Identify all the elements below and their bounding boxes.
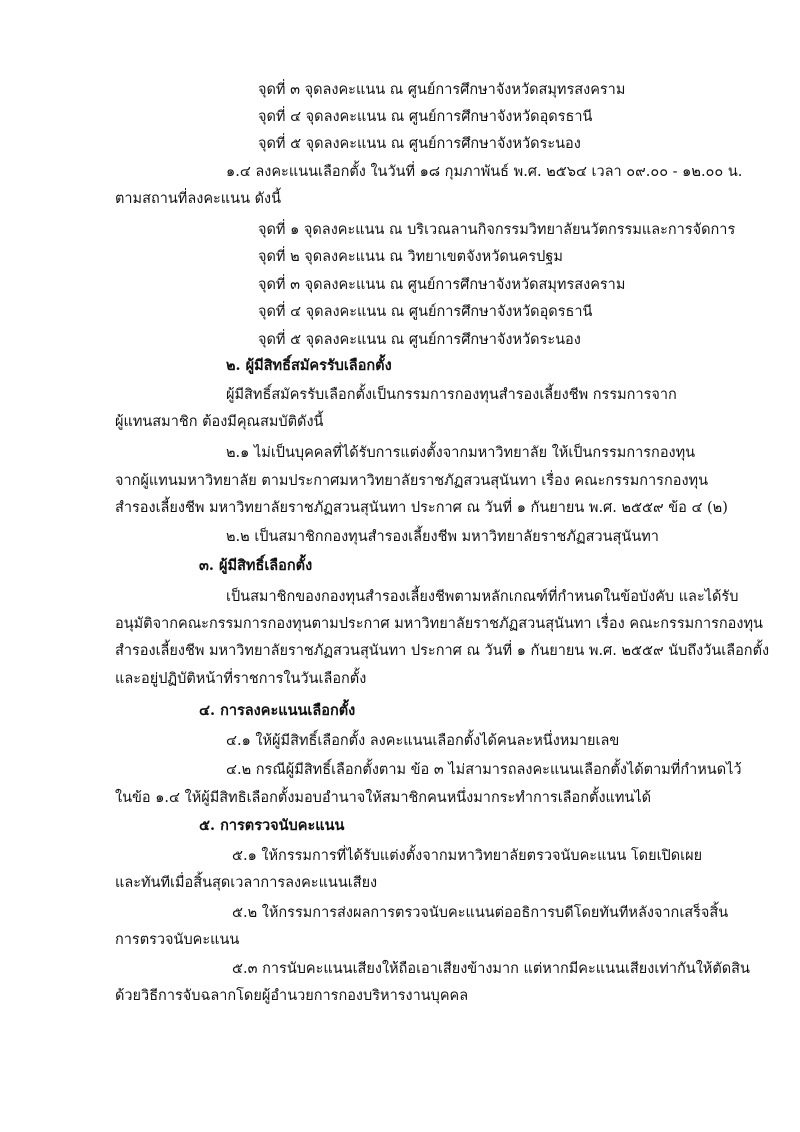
poll-point-4b: จุดที่ ๔ จุดลงคะแนน ณ ศูนย์การศึกษาจังหวัดอุดรธานี	[258, 304, 593, 320]
section-3-para-cont1: อนุมัติจากคณะกรรมการกองทุนตามประกาศ มหาวิทยาลัยราชภัฏสวนสุนันทา เรื่อง คณะกรรมการกองทุน	[115, 616, 763, 632]
clause-2-1-cont1: จากผู้แทนมหาวิทยาลัย ตามประกาศมหาวิทยาลัยราชภัฏสวนสุนันทา เรื่อง คณะกรรมการกองทุน	[115, 473, 709, 489]
clause-4-2-cont: ในข้อ ๑.๔ ให้ผู้มีสิทธิเลือกตั้งมอบอำนาจให้สมาชิกคนหนึ่งมากระทำการเลือกตั้งแทนได้	[115, 790, 652, 806]
clause-5-1-cont: และทันทีเมื่อสิ้นสุดเวลาการลงคะแนนเสียง	[115, 875, 378, 891]
clause-1-4-cont: ตามสถานที่ลงคะแนน ดังนี้	[115, 191, 281, 207]
poll-point-4a: จุดที่ ๔ จุดลงคะแนน ณ ศูนย์การศึกษาจังหวัดอุดรธานี	[258, 109, 593, 125]
clause-1-4: ๑.๔ ลงคะแนนเลือกตั้ง ในวันที่ ๑๘ กุมภาพันธ์ พ.ศ. ๒๕๖๔ เวลา ๐๙.๐๐ - ๑๒.๐๐ น.	[226, 164, 743, 180]
section-2-para-cont: ผู้แทนสมาชิก ต้องมีคุณสมบัติดังนี้	[115, 414, 324, 430]
clause-4-1: ๔.๑ ให้ผู้มีสิทธิ์เลือกตั้ง ลงคะแนนเลือกตั้งได้คนละหนึ่งหมายเลข	[226, 733, 620, 749]
clause-5-2-cont: การตรวจนับคะแนน	[115, 932, 240, 948]
clause-5-3: ๕.๓ การนับคะแนนเสียงให้ถือเอาเสียงข้างมาก แต่หากมีคะแนนเสียงเท่ากันให้ตัดสิน	[232, 961, 750, 977]
section-2-para: ผู้มีสิทธิ์สมัครรับเลือกตั้งเป็นกรรมการกองทุนสำรองเลี้ยงชีพ กรรมการจาก	[226, 387, 677, 403]
clause-5-2: ๕.๒ ให้กรรมการส่งผลการตรวจนับคะแนนต่ออธิการบดีโดยทันทีหลังจากเสร็จสิ้น	[232, 905, 729, 921]
clause-2-2: ๒.๒ เป็นสมาชิกกองทุนสำรองเลี้ยงชีพ มหาวิทยาลัยราชภัฏสวนสุนันทา	[226, 529, 659, 545]
clause-2-1: ๒.๑ ไม่เป็นบุคคลที่ได้รับการแต่งตั้งจากมหาวิทยาลัย ให้เป็นกรรมการกองทุน	[226, 445, 696, 461]
poll-point-2b: จุดที่ ๒ จุดลงคะแนน ณ วิทยาเขตจังหวัดนครปฐม	[258, 249, 563, 265]
section-5-heading: ๕. การตรวจนับคะแนน	[199, 817, 345, 834]
clause-5-1: ๕.๑ ให้กรรมการที่ได้รับแต่งตั้งจากมหาวิทยาลัยตรวจนับคะแนน โดยเปิดเผย	[232, 848, 703, 864]
section-3-para: เป็นสมาชิกของกองทุนสำรองเลี้ยงชีพตามหลักเกณฑ์ที่กำหนดในข้อบังคับ และได้รับ	[226, 589, 739, 605]
poll-point-3a: จุดที่ ๓ จุดลงคะแนน ณ ศูนย์การศึกษาจังหวัดสมุทรสงคราม	[258, 82, 626, 98]
section-2-heading: ๒. ผู้มีสิทธิ์สมัครรับเลือกตั้ง	[226, 357, 392, 374]
section-4-heading: ๔. การลงคะแนนเลือกตั้ง	[199, 702, 356, 719]
poll-point-1b: จุดที่ ๑ จุดลงคะแนน ณ บริเวณลานกิจกรรมวิทยาลัยนวัตกรรมและการจัดการ	[258, 222, 736, 238]
clause-5-3-cont: ด้วยวิธีการจับฉลากโดยผู้อำนวยการกองบริหารงานบุคคล	[115, 988, 469, 1004]
poll-point-5a: จุดที่ ๕ จุดลงคะแนน ณ ศูนย์การศึกษาจังหวัดระนอง	[258, 136, 581, 152]
clause-4-2: ๔.๒ กรณีผู้มีสิทธิ์เลือกตั้งตาม ข้อ ๓ ไม่สามารถลงคะแนนเลือกตั้งได้ตามที่กำหนดไว้	[226, 762, 742, 778]
clause-2-1-cont2: สำรองเลี้ยงชีพ มหาวิทยาลัยราชภัฏสวนสุนันทา ประกาศ ณ วันที่ ๑ กันยายน พ.ศ. ๒๕๕๙ ข้อ ๔ (๒)	[115, 500, 728, 516]
poll-point-3b: จุดที่ ๓ จุดลงคะแนน ณ ศูนย์การศึกษาจังหวัดสมุทรสงคราม	[258, 277, 626, 293]
section-3-para-cont2: สำรองเลี้ยงชีพ มหาวิทยาลัยราชภัฏสวนสุนันทา ประกาศ ณ วันที่ ๑ กันยายน พ.ศ. ๒๕๕๙ นับถึงวันเลือกตั้ง	[115, 643, 770, 659]
section-3-para-cont3: และอยู่ปฏิบัติหน้าที่ราชการในวันเลือกตั้ง	[115, 671, 367, 687]
section-3-heading: ๓. ผู้มีสิทธิ์เลือกตั้ง	[199, 557, 313, 574]
poll-point-5b: จุดที่ ๕ จุดลงคะแนน ณ ศูนย์การศึกษาจังหวัดระนอง	[258, 332, 581, 348]
